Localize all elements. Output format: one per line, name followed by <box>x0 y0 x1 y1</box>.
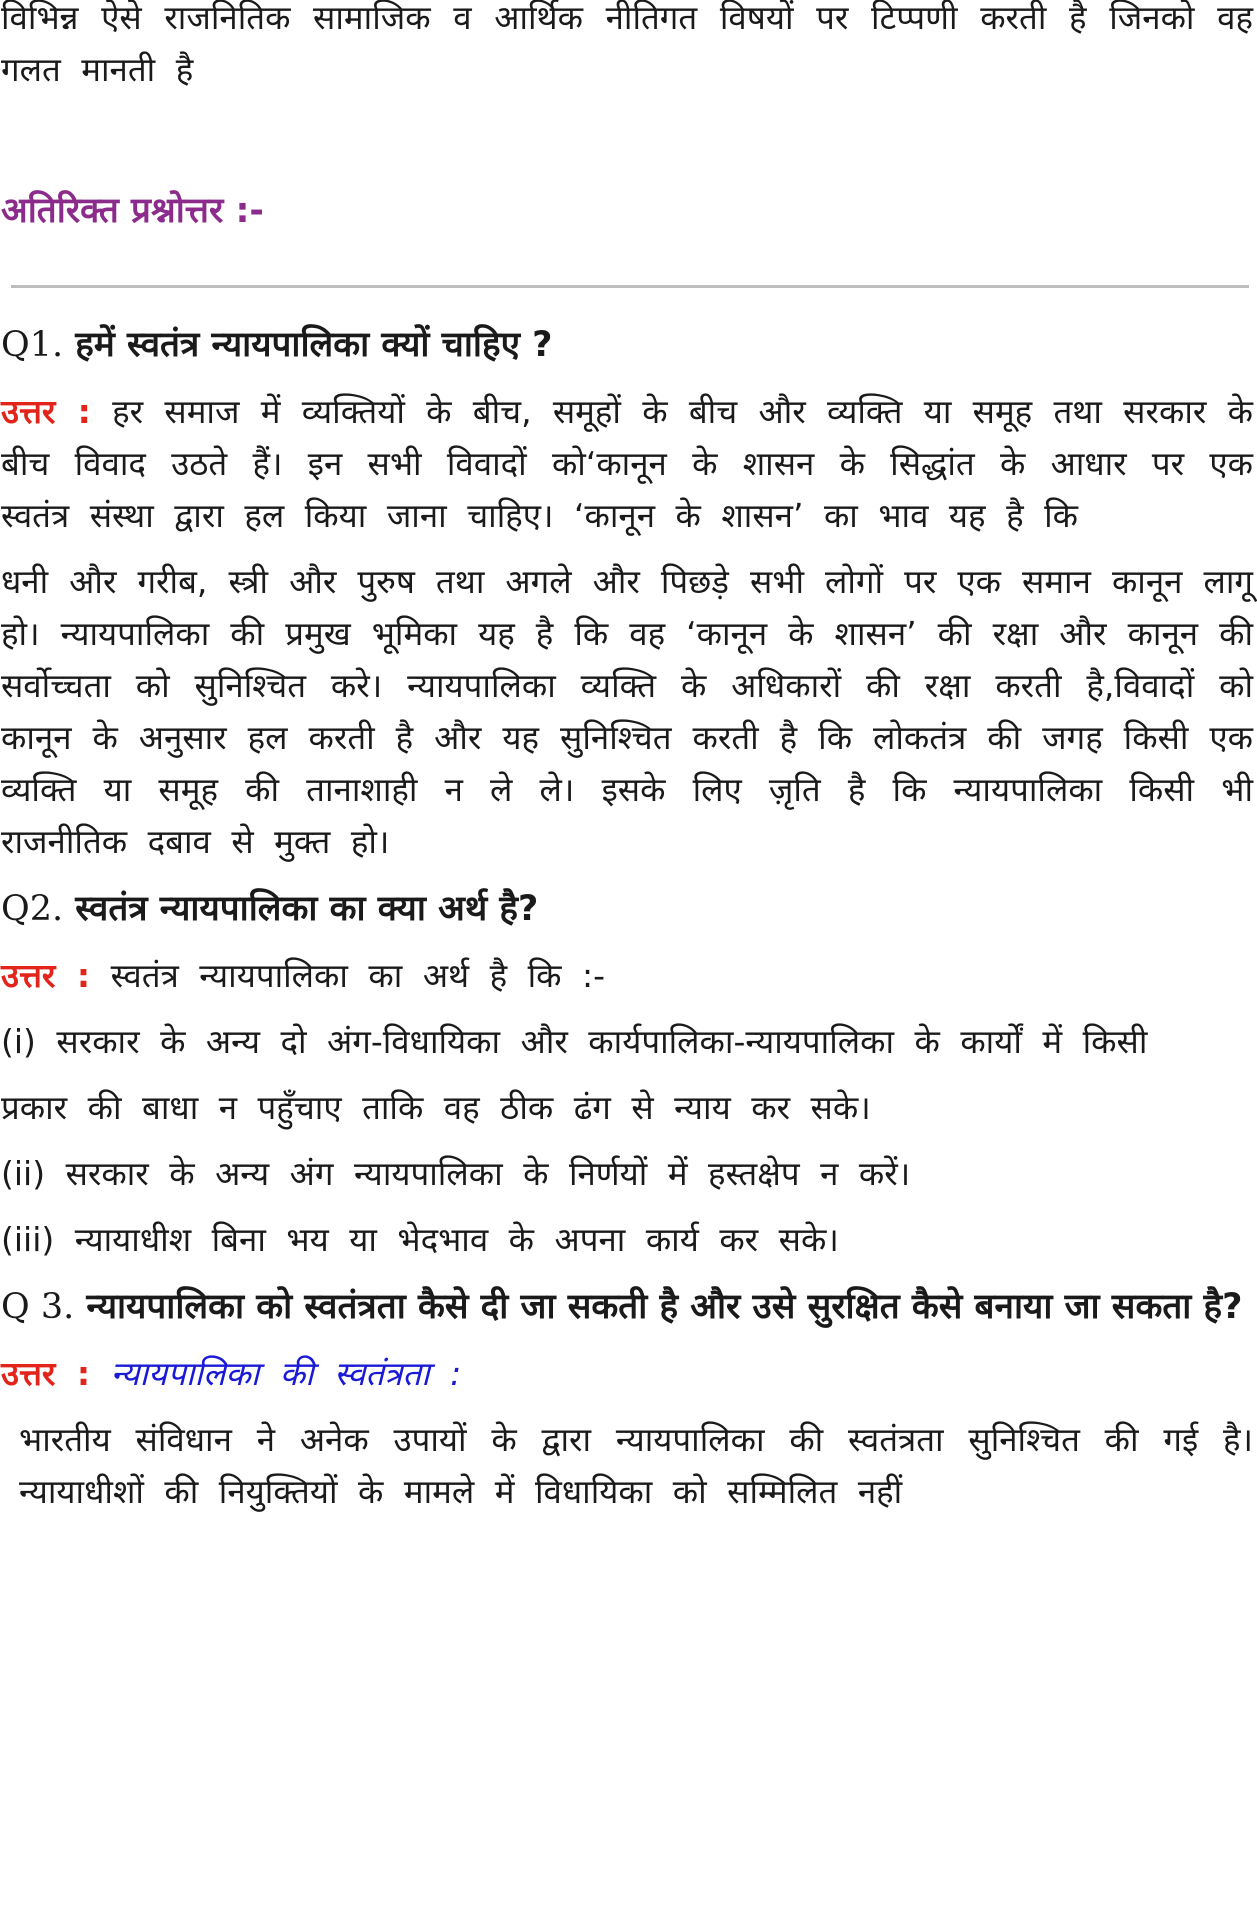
answer-3-subtitle-text: न्यायपालिका की स्वतंत्रता : <box>110 1354 462 1393</box>
answer-1-paragraph-2: धनी और गरीब, स्त्री और पुरुष तथा अगले और पिछड़े सभी लोगों पर एक समान कानून लागू हो। न्यायपालिका की प्रमुख भूमिका यह है कि वह ‘कानून के शासन’ की रक्षा और कानून की सर्वोच्चता को सुनिश्चित करे। न्यायपालिका व्यक्ति के अधिकारों की रक्षा करती है,विवादों को कानून के अनुसार हल करती है और यह सुनिश्चित करती है कि लोकतंत्र की जगह किसी एक व्यक्ति या समूह की तानाशाही न ले ले। इसके लिए ज़ृति है कि न्यायपालिका किसी भी राजनीतिक दबाव से मुक्त हो। <box>1 562 1253 861</box>
question-3-text: न्यायपालिका को स्वतंत्रता कैसे दी जा सकती है और उसे सुरक्षित कैसे बनाया जा सकता है? <box>86 1287 1243 1327</box>
answer-2-intro-text: स्वतंत्र न्यायपालिका का अर्थ है कि :- <box>110 956 606 995</box>
answer-label: उत्तर : <box>1 392 91 431</box>
question-2 <box>1 882 1253 936</box>
answer-label: उत्तर : <box>1 956 91 995</box>
question-1-number: Q1. <box>1 325 64 365</box>
answer-1-paragraph-1 <box>1 386 1253 542</box>
section-title: अतिरिक्त प्रश्नोत्तर :- <box>1 191 264 231</box>
answer-2-point-3: (iii) न्यायाधीश बिना भय या भेदभाव के अपना कार्य कर सके। <box>1 1220 839 1259</box>
answer-label: उत्तर : <box>1 1354 91 1393</box>
answer-2-point-2: (ii) सरकार के अन्य अंग न्यायपालिका के निर्णयों में हस्तक्षेप न करें। <box>1 1154 911 1193</box>
question-1-text: हमें स्वतंत्र न्यायपालिका क्यों चाहिए ? <box>75 325 553 365</box>
question-2-text: स्वतंत्र न्यायपालिका का क्या अर्थ है? <box>75 889 539 929</box>
intro-paragraph: विभिन्न ऐसे राजनितिक सामाजिक व आर्थिक नीतिगत विषयों पर टिप्पणी करती है जिनको वह गलत मानती है <box>1 0 1253 89</box>
question-3 <box>1 1280 1253 1334</box>
answer-2-point-1b: प्रकार की बाधा न पहुँचाए ताकि वह ठीक ढंग से न्याय कर सके। <box>1 1088 871 1127</box>
answer-3-subtitle <box>1 1348 1253 1400</box>
answer-2-point-1a: (i) सरकार के अन्य दो अंग-विधायिका और कार्यपालिका-न्यायपालिका के कार्यों में किसी <box>1 1022 1148 1061</box>
answer-3-paragraph-1: भारतीय संविधान ने अनेक उपायों के द्वारा न्यायपालिका की स्वतंत्रता सुनिश्चित की गई है।न्यायाधीशों की नियुक्तियों के मामले में विधायिका को सम्मिलित नहीं <box>19 1420 1253 1511</box>
question-2-number: Q2. <box>1 889 64 929</box>
question-1 <box>1 318 1253 372</box>
answer-1-text-1: हर समाज में व्यक्तियों के बीच, समूहों के बीच और व्यक्ति या समूह तथा सरकार के बीच विवाद उठते हैं। इन सभी विवादों को‘कानून के शासन के सिद्धांत के आधार पर एक स्वतंत्र संस्था द्वारा हल किया जाना चाहिए। ‘कानून के शासन’ का भाव यह है कि <box>1 392 1253 535</box>
answer-2-intro <box>1 950 1253 1002</box>
question-3-number: Q 3. <box>1 1287 75 1327</box>
